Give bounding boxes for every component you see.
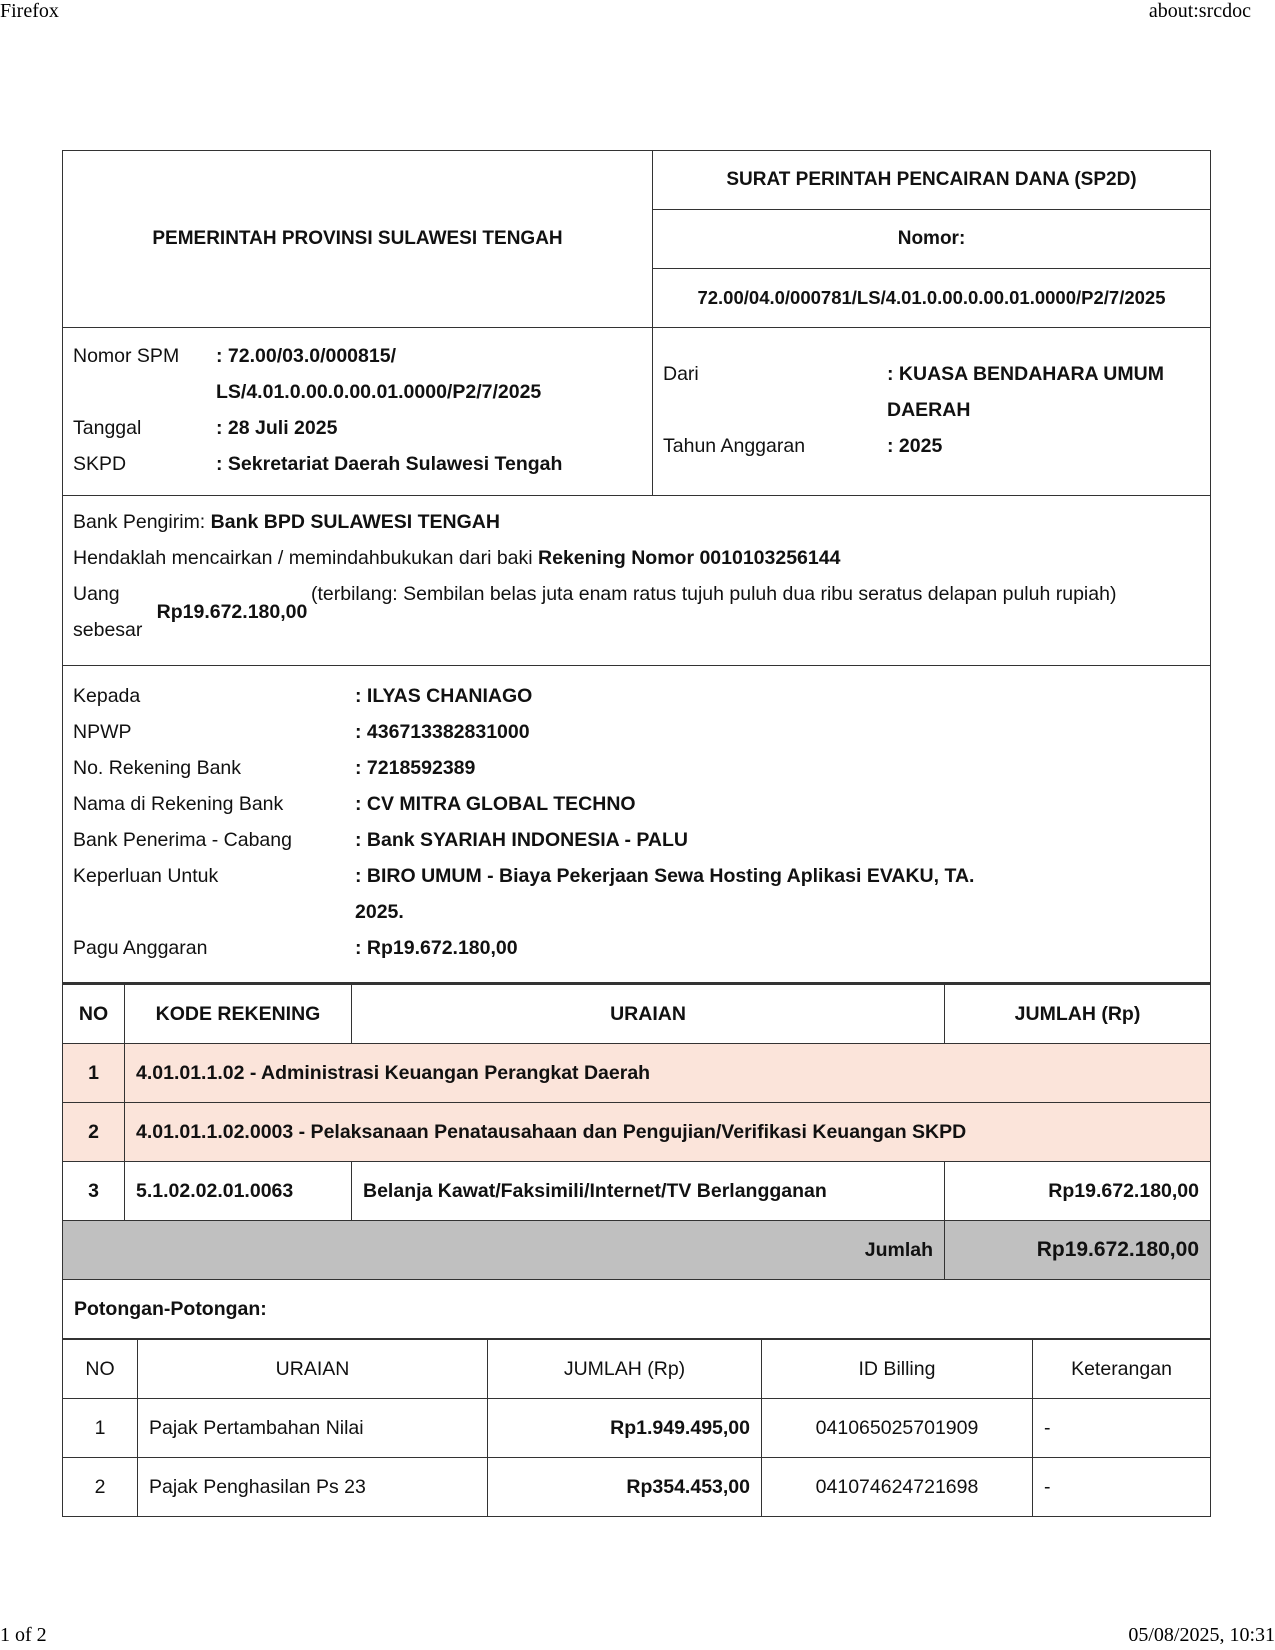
spm-info xyxy=(62,328,1211,496)
penerima-value: : Bank SYARIAH INDONESIA - PALU xyxy=(355,829,688,851)
tahun-anggaran-label: Tahun Anggaran xyxy=(663,435,806,457)
bank-info xyxy=(62,496,1211,666)
row-kode: 5.1.02.02.01.0063 xyxy=(125,1162,352,1221)
penerima-row xyxy=(73,822,1200,858)
document-number: 72.00/04.0/000781/LS/4.01.0.00.0.00.01.0000/P2/7/2025 xyxy=(653,269,1211,328)
penerima-info xyxy=(62,666,1211,983)
total-value: Rp19.672.180,00 xyxy=(945,1221,1211,1280)
row-kode: 4.01.01.1.02 - Administrasi Keuangan Perangkat Daerah xyxy=(125,1044,1211,1103)
pot-keterangan: - xyxy=(1033,1458,1211,1517)
penerima-label: Nama di Rekening Bank xyxy=(73,793,284,815)
row-kode: 4.01.01.1.02.0003 - Pelaksanaan Penatausahaan dan Pengujian/Verifikasi Keuangan SKPD xyxy=(125,1103,1211,1162)
penerima-label: Pagu Anggaran xyxy=(73,937,208,959)
spm-info-right xyxy=(653,328,1210,495)
skpd-value: : Sekretariat Daerah Sulawesi Tengah xyxy=(216,453,563,475)
row-no: 2 xyxy=(63,1103,125,1162)
pot-billing: 041065025701909 xyxy=(762,1399,1033,1458)
col-header-no: NO xyxy=(63,984,125,1044)
table-row xyxy=(63,1399,1211,1458)
nomor-label: Nomor: xyxy=(653,210,1211,269)
government-name: PEMERINTAH PROVINSI SULAWESI TENGAH xyxy=(63,151,653,328)
table-row xyxy=(63,1103,1211,1162)
terbilang-text: (terbilang: Sembilan belas juta enam ratus tujuh puluh dua ribu seratus delapan puluh rupiah) xyxy=(311,583,1117,605)
table-row xyxy=(63,1044,1211,1103)
pot-keterangan: - xyxy=(1033,1399,1211,1458)
rekening-nomor: Rekening Nomor 0010103256144 xyxy=(538,547,841,569)
penerima-value: : 7218592389 xyxy=(355,757,476,779)
col-header-kode: KODE REKENING xyxy=(125,984,352,1044)
spm-info-left xyxy=(63,328,653,495)
rincian-table xyxy=(62,983,1211,1280)
potongan-table xyxy=(62,1339,1211,1517)
perintah-text: Hendaklah mencairkan / memindahbukukan dari baki xyxy=(73,547,539,569)
uang-amount: Rp19.672.180,00 xyxy=(156,601,308,623)
penerima-label: Keperluan Untuk xyxy=(73,865,219,887)
penerima-row xyxy=(73,678,1200,714)
document-title: SURAT PERINTAH PENCAIRAN DANA (SP2D) xyxy=(653,151,1211,210)
sp2d-document xyxy=(62,150,1211,1517)
pot-header-jumlah: JUMLAH (Rp) xyxy=(488,1340,762,1399)
penerima-row xyxy=(73,786,1200,822)
pot-header-keterangan: Keterangan xyxy=(1033,1340,1211,1399)
tanggal-label: Tanggal xyxy=(73,417,142,439)
penerima-row xyxy=(73,714,1200,750)
penerima-label: Kepada xyxy=(73,685,141,707)
row-uraian: Belanja Kawat/Faksimili/Internet/TV Berlangganan xyxy=(352,1162,945,1221)
page-number: 1 of 2 xyxy=(0,1624,47,1646)
table-row xyxy=(63,1162,1211,1221)
pot-billing: 041074624721698 xyxy=(762,1458,1033,1517)
penerima-label: No. Rekening Bank xyxy=(73,757,242,779)
col-header-uraian: URAIAN xyxy=(352,984,945,1044)
pot-no: 1 xyxy=(63,1399,138,1458)
total-row xyxy=(63,1221,1211,1280)
penerima-label: Bank Penerima - Cabang xyxy=(73,829,292,851)
document-header xyxy=(62,150,1211,328)
pot-jumlah: Rp354.453,00 xyxy=(488,1458,762,1517)
nomor-spm-value: : 72.00/03.0/000815/ xyxy=(216,345,396,367)
potongan-header-row xyxy=(63,1340,1211,1399)
penerima-label: NPWP xyxy=(73,721,132,743)
tahun-anggaran-value: : 2025 xyxy=(887,435,943,457)
table-row xyxy=(63,1458,1211,1517)
dari-label: Dari xyxy=(663,363,699,385)
pot-header-no: NO xyxy=(63,1340,138,1399)
uang-label: Uang sebesar xyxy=(73,583,143,641)
pot-jumlah: Rp1.949.495,00 xyxy=(488,1399,762,1458)
bank-pengirim-value: Bank BPD SULAWESI TENGAH xyxy=(210,511,500,533)
browser-app-name: Firefox xyxy=(0,0,59,22)
tanggal-value: : 28 Juli 2025 xyxy=(216,417,338,439)
dari-value: : KUASA BENDAHARA UMUM DAERAH xyxy=(887,363,1164,421)
total-label: Jumlah xyxy=(63,1221,945,1280)
rincian-header-row xyxy=(63,984,1211,1044)
nomor-spm-value-cont: LS/4.01.0.00.0.00.01.0000/P2/7/2025 xyxy=(216,381,542,403)
penerima-row xyxy=(73,750,1200,786)
pot-no: 2 xyxy=(63,1458,138,1517)
nomor-spm-label: Nomor SPM xyxy=(73,345,180,367)
browser-url: about:srcdoc xyxy=(1148,0,1251,22)
row-jumlah: Rp19.672.180,00 xyxy=(945,1162,1211,1221)
pot-header-uraian: URAIAN xyxy=(138,1340,488,1399)
penerima-row xyxy=(73,930,1200,966)
penerima-value: : ILYAS CHANIAGO xyxy=(355,685,533,707)
bank-pengirim-label: Bank Pengirim: xyxy=(73,511,211,533)
skpd-label: SKPD xyxy=(73,453,127,475)
penerima-row xyxy=(73,858,1200,930)
penerima-value: : 436713382831000 xyxy=(355,721,530,743)
print-datetime: 05/08/2025, 10:31 xyxy=(1128,1624,1275,1646)
row-no: 3 xyxy=(63,1162,125,1221)
pot-uraian: Pajak Penghasilan Ps 23 xyxy=(138,1458,488,1517)
penerima-value: : CV MITRA GLOBAL TECHNO xyxy=(355,793,636,815)
pot-header-billing: ID Billing xyxy=(762,1340,1033,1399)
potongan-title: Potongan-Potongan: xyxy=(62,1280,1211,1339)
col-header-jumlah: JUMLAH (Rp) xyxy=(945,984,1211,1044)
row-no: 1 xyxy=(63,1044,125,1103)
penerima-value: : BIRO UMUM - Biaya Pekerjaan Sewa Hosting Aplikasi EVAKU, TA. 2025. xyxy=(355,865,975,923)
penerima-value: : Rp19.672.180,00 xyxy=(355,937,518,959)
pot-uraian: Pajak Pertambahan Nilai xyxy=(138,1399,488,1458)
